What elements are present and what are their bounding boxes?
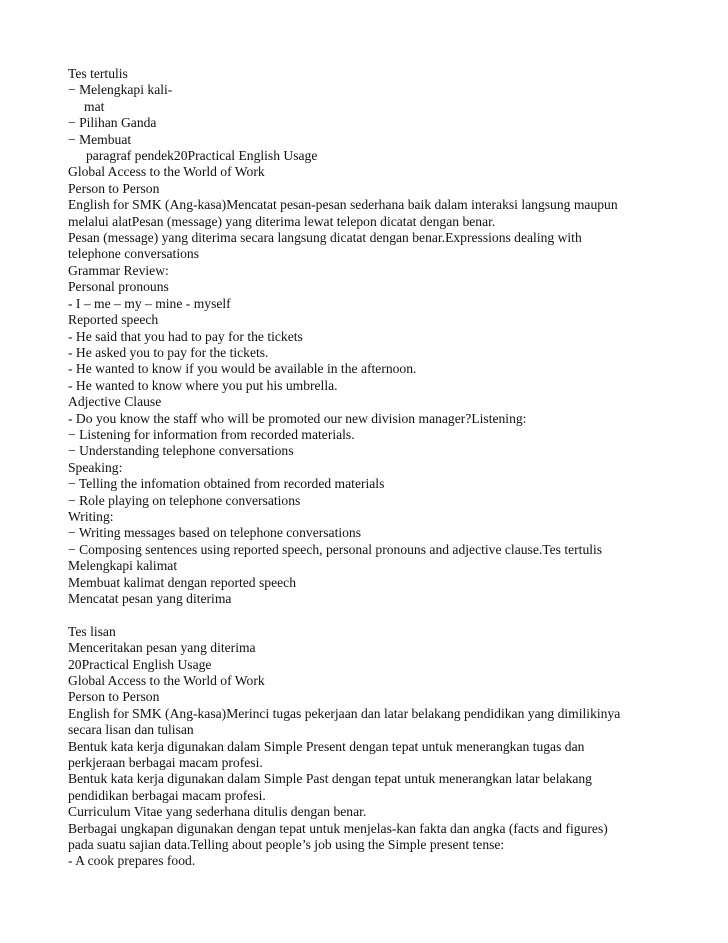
text-line: Bentuk kata kerja digunakan dalam Simple Past dengan tepat untuk menerangkan latar belakang [68,771,592,787]
text-line: Speaking: [68,459,123,475]
text-line: − Membuat [68,131,132,147]
text-line: - He said that you had to pay for the tickets [68,328,303,344]
text-line: − Pilihan Ganda [68,115,157,131]
text-line: − Melengkapi kali- [68,82,173,98]
text-line: Person to Person [68,689,160,705]
text-line: Global Access to the World of Work [68,673,265,689]
text-line: English for SMK (Ang-kasa)Mencatat pesan-pesan sederhana baik dalam interaksi langsung maupun [68,197,618,213]
text-line: − Understanding telephone conversations [68,443,294,459]
text-line: Writing: [68,508,114,524]
text-line: Pesan (message) yang diterima secara langsung dicatat dengan benar.Expressions dealing with [68,230,582,246]
text-line: Person to Person [68,180,160,196]
text-line: Adjective Clause [68,394,162,410]
text-line: telephone conversations [68,246,199,262]
text-line: − Listening for information from recorded materials. [68,426,355,442]
text-line: Grammar Review: [68,262,169,278]
text-line: pada suatu sajian data.Telling about people’s job using the Simple present tense: [68,837,505,853]
text-line: 20Practical English Usage [68,656,212,672]
text-line: Tes tertulis [68,66,128,81]
text-line: - Do you know the staff who will be promoted our new division manager?Listening: [68,410,527,426]
text-line: Curriculum Vitae yang sederhana ditulis dengan benar. [68,804,367,820]
text-line: Global Access to the World of Work [68,164,265,180]
text-line: paragraf pendek20Practical English Usage [86,148,318,164]
text-line: Melengkapi kalimat [68,558,178,574]
text-line: − Telling the infomation obtained from recorded materials [68,476,385,492]
document-text [68,66,668,870]
text-line: - He asked you to pay for the tickets. [68,344,269,360]
text-line: melalui alatPesan (message) yang diterima lewat telepon dicatat dengan benar. [68,213,496,229]
text-line: - I – me – my – mine - myself [68,295,231,311]
text-line: Tes lisan [68,623,116,639]
text-line: - He wanted to know if you would be available in the afternoon. [68,361,417,377]
text-line: − Composing sentences using reported speech, personal pronouns and adjective clause.Tes tertulis [68,541,603,557]
text-line: pendidikan berbagai macam profesi. [68,787,266,803]
text-line: − Writing messages based on telephone conversations [68,525,362,541]
text-line: Bentuk kata kerja digunakan dalam Simple Present dengan tepat untuk menerangkan tugas dan [68,738,585,754]
text-line: Membuat kalimat dengan reported speech [68,574,296,590]
text-line: - He wanted to know where you put his umbrella. [68,377,338,393]
text-line: - A cook prepares food. [68,853,196,869]
text-line: Personal pronouns [68,279,169,295]
text-line: English for SMK (Ang-kasa)Merinci tugas pekerjaan dan latar belakang pendidikan yang dimilikinya [68,705,621,721]
text-line: − Role playing on telephone conversations [68,492,301,508]
text-line: Mencatat pesan yang diterima [68,591,232,606]
text-line: Berbagai ungkapan digunakan dengan tepat untuk menjelas-kan fakta dan angka (facts and figures) [68,820,608,836]
blank-line [68,607,668,623]
text-line: secara lisan dan tulisan [68,722,194,738]
text-line: mat [84,98,105,114]
text-line: perkjeraan berbagai macam profesi. [68,755,263,771]
text-line: Reported speech [68,312,159,328]
text-line: Menceritakan pesan yang diterima [68,640,256,656]
